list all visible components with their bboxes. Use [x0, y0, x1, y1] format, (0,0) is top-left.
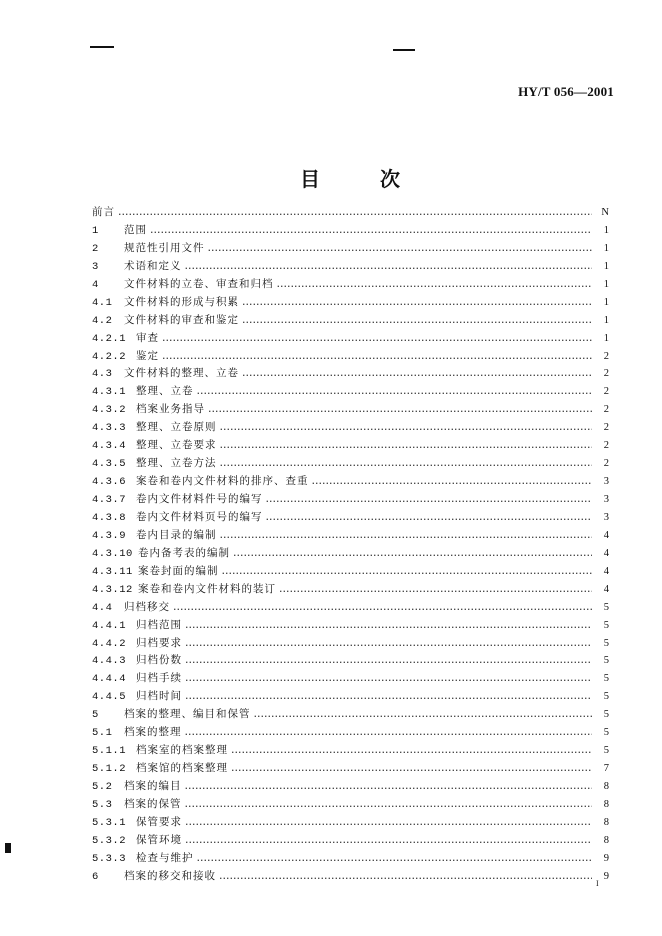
toc-entry[interactable] — [92, 742, 609, 760]
toc-entry[interactable] — [92, 670, 609, 688]
toc-entry-number: 2 — [92, 242, 99, 255]
toc-entry-title: 档案的编目 — [124, 780, 182, 792]
toc-entry-number: 4.2.1 — [92, 332, 127, 345]
toc-entry[interactable] — [92, 760, 609, 778]
toc-entry[interactable] — [92, 724, 609, 742]
toc-entry-page: 5 — [603, 637, 609, 649]
toc-entry-number: 4.3.11 — [92, 565, 133, 578]
toc-entry-number: 4.3.8 — [92, 511, 127, 524]
toc-leader-dots — [197, 383, 593, 401]
toc-entry-title: 档案的整理、编目和保管 — [124, 708, 251, 721]
toc-leader-dots — [185, 258, 593, 276]
toc-entry-number: 5.3 — [92, 798, 113, 811]
toc-entry-page: 1 — [603, 224, 609, 236]
toc-leader-dots — [185, 832, 592, 850]
toc-entry-title: 卷内文件材料页号的编写 — [136, 510, 263, 523]
toc-entry[interactable] — [92, 527, 609, 545]
toc-entry-title: 整理、立卷方法 — [136, 457, 217, 470]
toc-leader-dots — [220, 437, 593, 455]
toc-entry-page: 8 — [603, 834, 609, 846]
toc-entry-page: 5 — [603, 691, 609, 703]
toc-entry-page: 4 — [603, 583, 609, 595]
toc-entry-number: 4 — [92, 278, 99, 291]
toc-entry-page: 5 — [603, 655, 609, 667]
toc-entry[interactable] — [92, 635, 609, 653]
toc-entry[interactable] — [92, 814, 609, 832]
toc-leader-dots — [185, 724, 593, 742]
toc-leader-dots — [185, 778, 593, 796]
toc-entry[interactable] — [92, 401, 609, 419]
toc-entry-title: 归档份数 — [136, 654, 182, 667]
toc-leader-dots — [162, 348, 592, 366]
toc-entry-number: 5.2 — [92, 781, 113, 793]
toc-entry[interactable] — [92, 850, 609, 868]
toc-entry[interactable] — [92, 509, 609, 527]
scan-edge-mark — [5, 843, 11, 853]
toc-entry-title: 文件材料的审查和鉴定 — [124, 313, 239, 326]
toc-entry-number: 5 — [92, 709, 99, 722]
toc-entry-number: 4.4.5 — [92, 691, 127, 704]
toc-leader-dots — [118, 204, 592, 222]
toc-entry[interactable] — [92, 276, 609, 294]
toc-entry-number: 4.4.2 — [92, 637, 127, 650]
toc-entry-page: 2 — [603, 350, 609, 362]
toc-entry-number: 5.1 — [92, 727, 113, 740]
toc-entry-number: 4.4 — [92, 601, 113, 614]
toc-leader-dots — [279, 581, 592, 599]
toc-entry[interactable] — [92, 563, 609, 581]
toc-leader-dots — [266, 491, 593, 509]
toc-entry-title: 档案业务指导 — [136, 403, 205, 416]
toc-entry[interactable] — [92, 652, 609, 670]
toc-entry[interactable] — [92, 222, 609, 240]
toc-leader-dots — [231, 760, 592, 778]
toc-entry-number: 4.3 — [92, 368, 113, 381]
toc-heading-char-1: 目 — [300, 167, 320, 191]
toc-entry-title: 卷内文件材料件号的编写 — [136, 493, 263, 505]
toc-entry-title: 检查与维护 — [136, 851, 194, 864]
toc-leader-dots — [185, 688, 592, 706]
toc-entry[interactable] — [92, 437, 609, 455]
toc-entry-title: 归档移交 — [124, 600, 170, 613]
toc-leader-dots — [242, 294, 592, 312]
toc-leader-dots — [185, 670, 592, 688]
toc-entry[interactable] — [92, 419, 609, 437]
toc-entry-title: 案卷和卷内文件材料的装订 — [138, 582, 276, 595]
toc-leader-dots — [162, 330, 592, 348]
toc-entry[interactable] — [92, 455, 609, 473]
toc-leader-dots — [208, 240, 593, 258]
toc-entry[interactable] — [92, 599, 609, 617]
toc-entry-number: 4.3.2 — [92, 404, 127, 417]
toc-entry-page: N — [601, 207, 609, 218]
scan-dash-left — [90, 46, 114, 48]
toc-entry-title: 归档要求 — [136, 636, 182, 649]
toc-entry-title: 审查 — [136, 331, 159, 344]
toc-leader-dots — [185, 635, 592, 653]
toc-entry-number: 4.3.10 — [92, 547, 133, 560]
toc-entry-page: 9 — [603, 852, 609, 864]
toc-entry-number: 4.3.12 — [92, 583, 133, 596]
toc-entry-page: 3 — [603, 494, 609, 505]
toc-entry-title: 归档手续 — [136, 672, 182, 685]
toc-leader-dots — [185, 814, 592, 832]
toc-entry-number: 5.3.3 — [92, 852, 127, 865]
toc-entry[interactable] — [92, 796, 609, 814]
toc-leader-dots — [233, 545, 592, 563]
toc-entry-number: 6 — [92, 870, 99, 883]
toc-entry-page: 5 — [603, 673, 609, 685]
toc-entry-number: 5.1.1 — [92, 745, 127, 758]
toc-entry-title: 归档范围 — [136, 618, 182, 631]
toc-entry[interactable] — [92, 258, 609, 276]
toc-leader-dots — [208, 401, 592, 419]
toc-entry-number: 4.3.3 — [92, 422, 127, 435]
toc-entry-number: 4.1 — [92, 296, 113, 309]
toc-entry-page: 4 — [603, 547, 609, 559]
toc-leader-dots — [242, 312, 592, 330]
toc-entry-page: 1 — [603, 242, 609, 254]
toc-entry-number: 5.1.2 — [92, 763, 127, 776]
toc-entry-page: 1 — [603, 260, 609, 272]
toc-entry-number: 4.3.6 — [92, 476, 127, 489]
toc-entry-page: 8 — [603, 816, 609, 828]
toc-entry-title: 卷内目录的编制 — [136, 528, 217, 541]
toc-entry-title: 整理、立卷 — [136, 385, 194, 398]
toc-entry[interactable] — [92, 706, 609, 724]
table-of-contents — [92, 204, 609, 886]
toc-heading — [300, 163, 400, 192]
toc-entry[interactable] — [92, 473, 609, 491]
toc-entry-page: 4 — [603, 529, 609, 541]
toc-entry-title: 范围 — [124, 223, 147, 236]
toc-entry-page: 5 — [603, 709, 609, 721]
toc-entry-number: 4.3.9 — [92, 529, 127, 542]
toc-entry-number: 4.3.4 — [92, 440, 127, 453]
toc-leader-dots — [219, 868, 592, 886]
toc-entry-title: 文件材料的整理、立卷 — [124, 367, 239, 380]
toc-entry-title: 保管要求 — [136, 815, 182, 828]
toc-entry[interactable] — [92, 204, 609, 222]
toc-leader-dots — [254, 706, 593, 724]
toc-leader-dots — [312, 473, 593, 491]
toc-leader-dots — [242, 365, 592, 383]
toc-entry-page: 1 — [603, 314, 609, 326]
toc-entry-number: 4.4.3 — [92, 655, 127, 668]
toc-entry-page: 3 — [603, 476, 609, 488]
toc-entry-page: 7 — [603, 763, 609, 775]
toc-entry-number: 4.3.7 — [92, 494, 127, 506]
toc-entry-number: 4.3.5 — [92, 458, 127, 471]
toc-entry-title: 保管环境 — [136, 833, 182, 846]
toc-leader-dots — [277, 276, 593, 294]
toc-entry-page: 2 — [603, 458, 609, 470]
toc-entry[interactable] — [92, 365, 609, 383]
toc-entry-number: 3 — [92, 260, 99, 273]
toc-leader-dots — [185, 796, 593, 814]
toc-entry-title: 卷内备考表的编制 — [138, 546, 230, 559]
toc-entry-number: 4.4.1 — [92, 619, 127, 632]
toc-entry[interactable] — [92, 312, 609, 330]
toc-leader-dots — [266, 509, 593, 527]
toc-leader-dots — [222, 563, 593, 581]
page-number: I — [596, 879, 599, 888]
toc-entry[interactable] — [92, 491, 609, 509]
toc-entry-page: 2 — [603, 422, 609, 434]
toc-entry-number: 4.2 — [92, 314, 113, 327]
toc-entry-title: 案卷封面的编制 — [138, 564, 219, 577]
toc-entry-title: 档案馆的档案整理 — [136, 762, 228, 775]
toc-entry[interactable] — [92, 294, 609, 312]
toc-leader-dots — [197, 850, 593, 868]
toc-entry[interactable] — [92, 581, 609, 599]
toc-entry-page: 1 — [603, 296, 609, 308]
toc-leader-dots — [173, 599, 592, 617]
toc-entry-title: 文件材料的形成与积累 — [124, 295, 239, 308]
toc-entry-page: 2 — [603, 440, 609, 452]
toc-entry-page: 5 — [603, 745, 609, 757]
toc-entry[interactable] — [92, 348, 609, 366]
toc-entry-title: 档案室的档案整理 — [136, 744, 228, 757]
toc-leader-dots — [220, 419, 593, 437]
toc-entry[interactable] — [92, 778, 609, 796]
toc-heading-char-2: 次 — [380, 167, 400, 191]
toc-entry-number: 4.4.4 — [92, 673, 127, 686]
toc-entry-page: 9 — [603, 870, 609, 882]
toc-leader-dots — [220, 527, 593, 545]
scan-dash-right — [393, 49, 415, 51]
toc-entry[interactable] — [92, 617, 609, 635]
toc-entry-number: 4.2.2 — [92, 350, 127, 363]
toc-entry-page: 8 — [603, 798, 609, 810]
toc-entry-page: 1 — [603, 278, 609, 290]
toc-leader-dots — [185, 617, 592, 635]
toc-leader-dots — [150, 222, 592, 240]
toc-entry-title: 文件材料的立卷、审查和归档 — [124, 277, 274, 290]
toc-entry-page: 4 — [603, 565, 609, 577]
toc-entry-page: 2 — [603, 404, 609, 416]
toc-entry-title: 鉴定 — [136, 349, 159, 362]
toc-entry-title: 档案的移交和接收 — [124, 869, 216, 882]
toc-entry-number: 5.3.1 — [92, 816, 127, 829]
toc-entry[interactable] — [92, 868, 609, 886]
toc-entry-page: 1 — [603, 332, 609, 344]
toc-entry[interactable] — [92, 688, 609, 706]
toc-entry-number: 1 — [92, 224, 99, 237]
toc-entry-title: 术语和定义 — [124, 259, 182, 272]
toc-entry-title: 案卷和卷内文件材料的排序、查重 — [136, 475, 309, 488]
toc-entry-page: 8 — [603, 781, 609, 792]
toc-entry-title: 规范性引用文件 — [124, 241, 205, 254]
toc-entry[interactable] — [92, 330, 609, 348]
toc-entry-title: 前言 — [92, 206, 115, 218]
toc-entry-title: 档案的保管 — [124, 797, 182, 810]
toc-entry-page: 3 — [603, 511, 609, 523]
toc-entry-page: 2 — [603, 386, 609, 398]
toc-entry-page: 2 — [603, 368, 609, 380]
toc-entry-title: 整理、立卷原则 — [136, 421, 217, 434]
toc-entry-page: 5 — [603, 619, 609, 631]
toc-entry-title: 归档时间 — [136, 690, 182, 703]
document-code: HY/T 056—2001 — [518, 84, 614, 99]
toc-leader-dots — [185, 652, 592, 670]
toc-entry[interactable] — [92, 240, 609, 258]
toc-entry-number: 5.3.2 — [92, 834, 127, 847]
toc-entry-page: 5 — [603, 727, 609, 739]
toc-entry-page: 5 — [603, 601, 609, 613]
toc-leader-dots — [231, 742, 592, 760]
toc-leader-dots — [220, 455, 593, 473]
toc-entry[interactable] — [92, 832, 609, 850]
toc-entry-title: 档案的整理 — [124, 726, 182, 739]
toc-entry-number: 4.3.1 — [92, 386, 127, 399]
toc-entry-title: 整理、立卷要求 — [136, 439, 217, 452]
toc-entry[interactable] — [92, 383, 609, 401]
toc-entry[interactable] — [92, 545, 609, 563]
